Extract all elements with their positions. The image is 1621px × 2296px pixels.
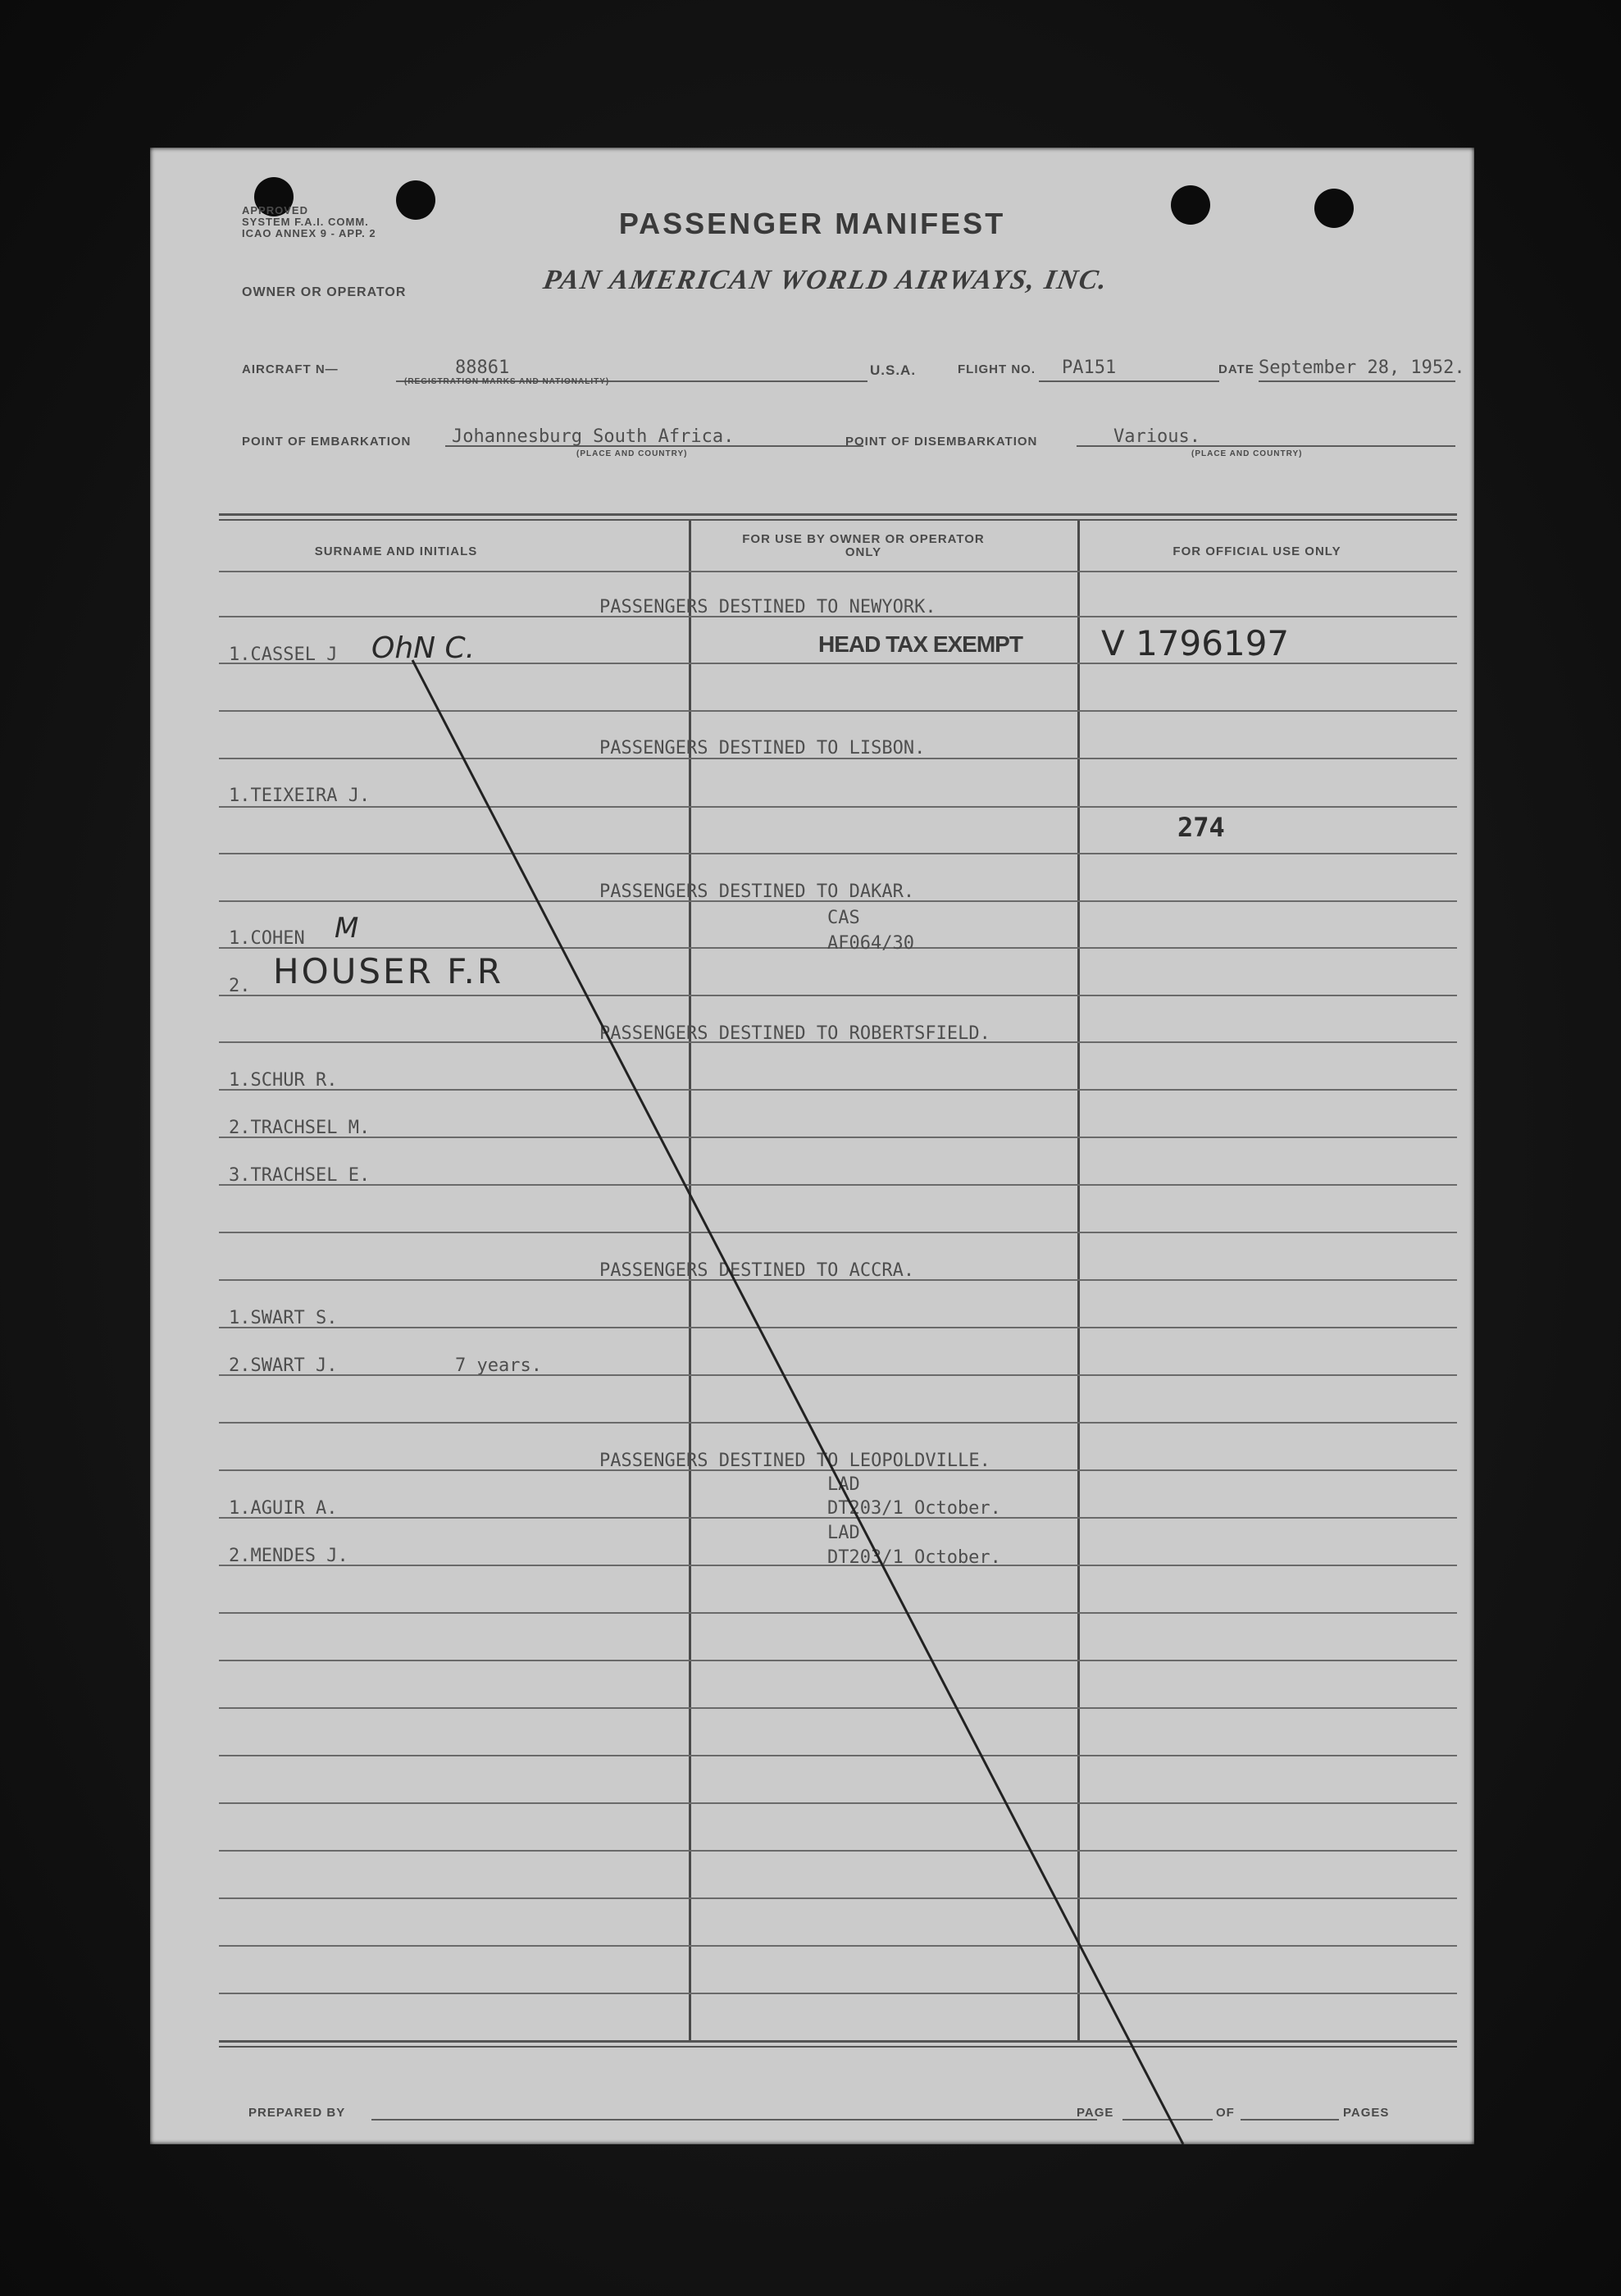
operator-note: LAD [827, 1474, 860, 1495]
airline-name: PAN AMERICAN WORLD AIRWAYS, INC. [540, 265, 1111, 295]
disembark-label: POINT OF DISEMBARKATION [845, 435, 1038, 449]
embark-label: POINT OF EMBARKATION [242, 435, 412, 449]
head-tax-stamp: HEAD TAX EXEMPT [818, 631, 1022, 657]
disembark-value: Various. [1113, 426, 1200, 447]
operator-note: LAD [827, 1523, 860, 1543]
official-number: 274 [1177, 812, 1225, 843]
official-number: V 1796197 [1101, 623, 1290, 663]
destination-header: PASSENGERS DESTINED TO NEWYORK. [599, 597, 936, 617]
manifest-form [150, 148, 1474, 2144]
operator-note: DT203/1 October. [827, 1547, 1001, 1568]
approval-line: ICAO ANNEX 9 - APP. 2 [242, 227, 376, 239]
col-official-header: FOR OFFICIAL USE ONLY [1172, 544, 1341, 558]
registration-caption: (REGISTRATION MARKS AND NATIONALITY) [404, 377, 610, 386]
aircraft-label: AIRCRAFT N— [242, 362, 339, 376]
passenger-entry: 1.SCHUR R. [229, 1070, 338, 1091]
destination-header: PASSENGERS DESTINED TO ROBERTSFIELD. [599, 1023, 990, 1044]
passenger-entry: 2.MENDES J. [229, 1546, 348, 1566]
passenger-entry: 1.TEIXEIRA J. [229, 786, 371, 806]
usa-label: U.S.A. [870, 362, 917, 378]
owner-label: OWNER OR OPERATOR [242, 285, 407, 299]
handwritten-initial: M [335, 912, 359, 945]
destination-header: PASSENGERS DESTINED TO LEOPOLDVILLE. [599, 1451, 990, 1471]
operator-note: DT203/1 October. [827, 1498, 1001, 1519]
passenger-number: 2. [229, 976, 251, 996]
passenger-entry: 3.TRACHSEL E. [229, 1165, 371, 1186]
passenger-note: 7 years. [455, 1355, 542, 1376]
of-label: OF [1216, 2106, 1235, 2120]
col-owner-header: FOR USE BY OWNER OR OPERATOR ONLY [742, 532, 985, 559]
passenger-entry: 1.SWART S. [229, 1308, 338, 1328]
embark-caption: (PLACE AND COUNTRY) [576, 449, 688, 458]
passenger-entry: 2.SWART J. [229, 1355, 338, 1376]
operator-note: AF064/30 [827, 933, 914, 954]
flight-value: PA151 [1062, 358, 1117, 378]
handwritten-passenger: HOUSER F.R [273, 951, 504, 991]
approval-line: SYSTEM F.A.I. COMM. [242, 216, 369, 228]
date-value: September 28, 1952. [1259, 358, 1465, 378]
destination-header: PASSENGERS DESTINED TO LISBON. [599, 738, 926, 758]
form-title: PASSENGER MANIFEST [618, 207, 1006, 240]
diagonal-strike-line [150, 148, 1474, 2144]
destination-header: PASSENGERS DESTINED TO ACCRA. [599, 1260, 915, 1281]
passenger-entry: 1.CASSEL J [229, 645, 338, 665]
date-label: DATE [1218, 362, 1254, 376]
disembark-caption: (PLACE AND COUNTRY) [1191, 449, 1303, 458]
prepared-label: PREPARED BY [248, 2106, 346, 2120]
pages-label: PAGES [1343, 2106, 1390, 2120]
flight-label: FLIGHT NO. [958, 362, 1036, 376]
col-surname-header: SURNAME AND INITIALS [314, 544, 478, 558]
aircraft-value: 88861 [455, 358, 510, 378]
handwritten-name: OhN C. [371, 631, 476, 665]
page-label: PAGE [1077, 2106, 1114, 2120]
approval-line: APPROVED [242, 204, 308, 216]
passenger-entry: 1.COHEN [229, 928, 305, 949]
passenger-entry: 1.AGUIR A. [229, 1498, 338, 1519]
operator-note: CAS [827, 908, 860, 928]
passenger-entry: 2.TRACHSEL M. [229, 1118, 371, 1138]
embark-value: Johannesburg South Africa. [452, 426, 735, 447]
destination-header: PASSENGERS DESTINED TO DAKAR. [599, 882, 915, 902]
